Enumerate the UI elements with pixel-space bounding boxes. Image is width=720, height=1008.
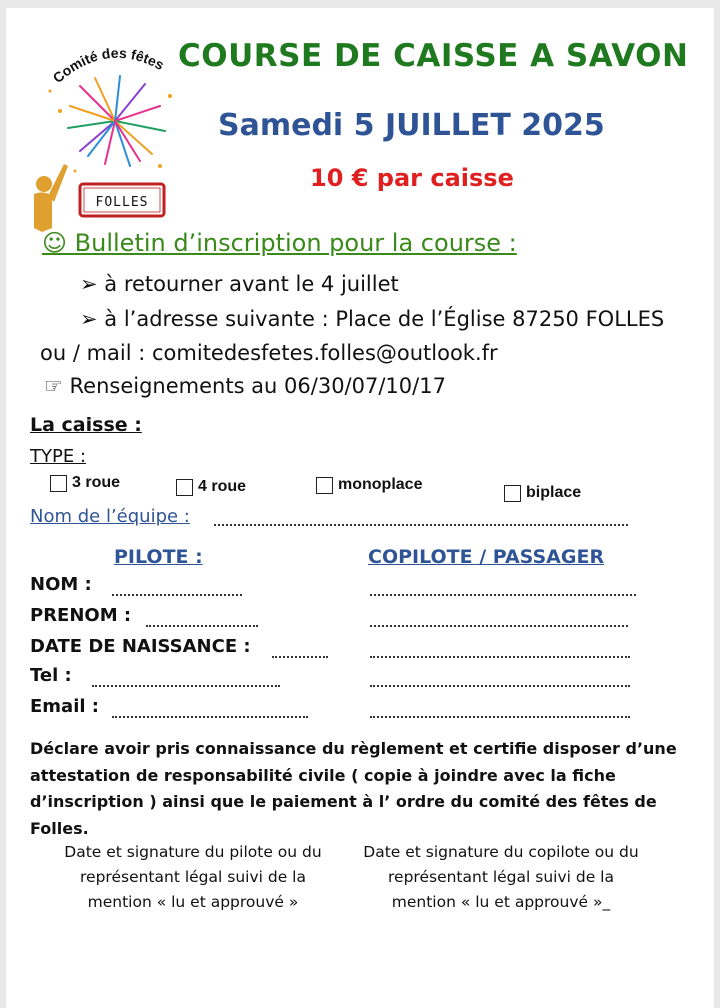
option-monoplace[interactable]: monoplace [316, 476, 422, 494]
bulletin-title: Bulletin d’inscription pour la course : [74, 229, 517, 257]
child-silhouette-icon [34, 164, 68, 232]
instruction-return-date: ➢ à retourner avant le 4 juillet [80, 272, 399, 296]
event-title: COURSE DE CAISSE A SAVON [178, 38, 689, 74]
declaration-text: Déclare avoir pris connaissance du règlement et certifie disposer d’une attestation de responsabilité civile ( copie à joindre avec la fiche d’inscription ) ainsi que le paiement à l’ ordre du comité des fêtes de Folles. [30, 739, 677, 838]
pilote-prenom-field[interactable] [146, 625, 258, 627]
logo-arc-text: Comité des fêtes [49, 44, 167, 87]
pilote-signature-text: Date et signature du pilote ou du représentant légal suivi de la mention « lu et approuvé » [64, 843, 322, 911]
logo-sign-text: FOLLES [95, 195, 149, 210]
team-name-label: Nom de l’équipe : [30, 506, 190, 527]
option-biplace[interactable]: biplace [504, 484, 581, 502]
event-date: Samedi 5 JUILLET 2025 [218, 108, 605, 143]
copilote-signature-text: Date et signature du copilote ou du représentant légal suivi de la mention « lu et approuvé »_ [363, 843, 639, 911]
copilote-tel-field[interactable] [370, 685, 630, 687]
checkbox-3-roue[interactable] [50, 475, 67, 492]
copilote-heading: COPILOTE / PASSAGER [368, 546, 605, 568]
pilote-heading: PILOTE : [114, 546, 203, 568]
option-4-roue[interactable]: 4 roue [176, 478, 246, 496]
pilote-nom-label: NOM : [30, 574, 92, 595]
smiley-icon: ☺ [42, 229, 68, 257]
pointing-hand-icon: ☞ [44, 374, 63, 398]
svg-text:Comité des fêtes [50, 45, 167, 86]
option-3-roue[interactable]: 3 roue [50, 474, 120, 492]
fireworks-logo-graphic [20, 36, 180, 236]
bulletin-heading [42, 229, 517, 257]
pilote-email-label: Email : [30, 696, 100, 717]
copilote-nom-field[interactable] [370, 594, 636, 596]
pilote-nom-field[interactable] [112, 594, 242, 596]
event-price: 10 € par caisse [310, 164, 514, 192]
pilote-date-naissance-label: DATE DE NAISSANCE : [30, 636, 251, 657]
copilote-prenom-field[interactable] [370, 625, 628, 627]
pilote-email-field[interactable] [112, 716, 308, 718]
pilote-tel-label: Tel : [30, 665, 72, 686]
pilote-prenom-label: PRENOM : [30, 605, 132, 626]
caisse-heading: La caisse : [30, 414, 142, 436]
instruction-mail: ou / mail : comitedesfetes.folles@outlook.fr [40, 341, 498, 365]
checkbox-biplace[interactable] [504, 485, 521, 502]
copilote-date-naissance-field[interactable] [370, 656, 630, 658]
team-name-field[interactable] [214, 524, 628, 526]
checkbox-monoplace[interactable] [316, 477, 333, 494]
type-label: TYPE : [30, 446, 87, 467]
instruction-address: ➢ à l’adresse suivante : Place de l’Église 87250 FOLLES [80, 307, 665, 331]
registration-form-page [6, 8, 714, 1008]
copilote-email-field[interactable] [370, 716, 630, 718]
pilote-tel-field[interactable] [92, 685, 280, 687]
comite-des-fetes-logo [20, 36, 180, 236]
pilote-date-naissance-field[interactable] [272, 656, 328, 658]
checkbox-4-roue[interactable] [176, 479, 193, 496]
instruction-info [44, 374, 446, 398]
info-phone-text: Renseignements au 06/30/07/10/17 [69, 374, 446, 398]
